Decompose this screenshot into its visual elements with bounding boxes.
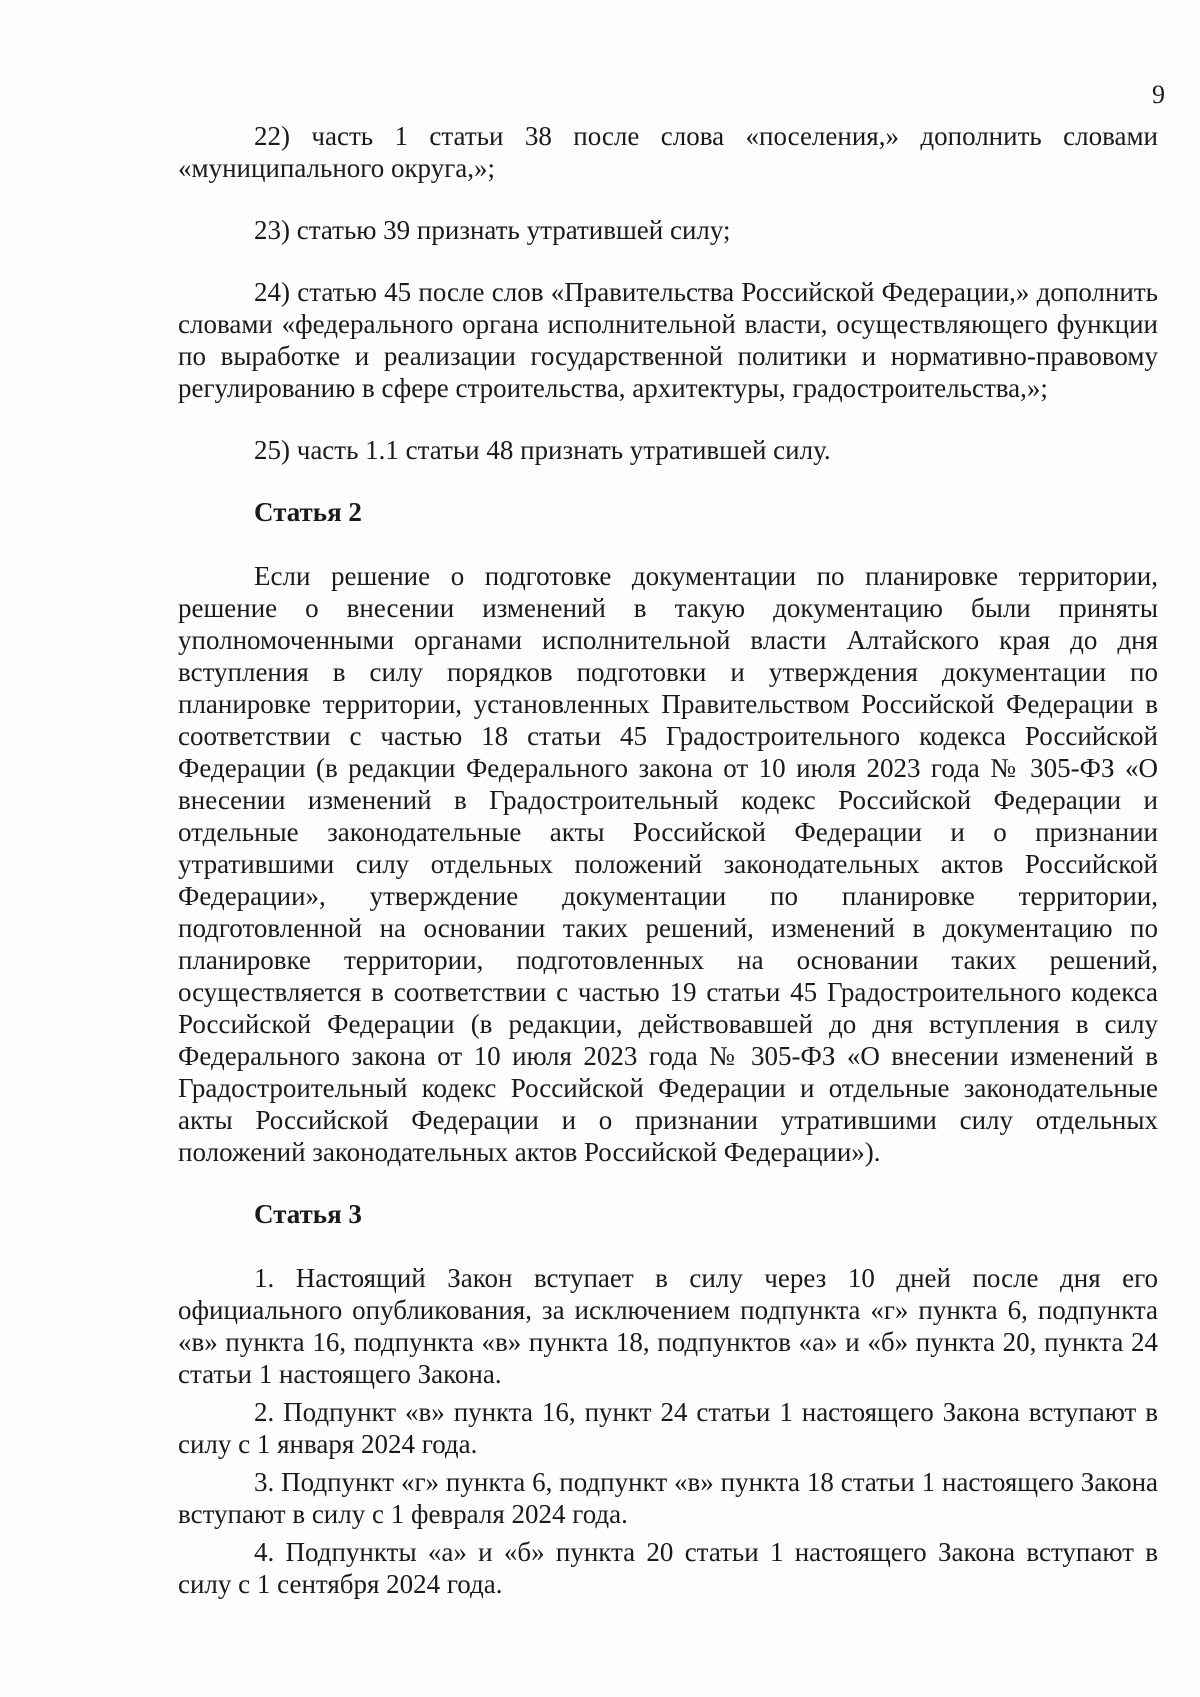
page-number: 9 xyxy=(1152,80,1165,109)
article-2-text: Если решение о подготовке документации по планировке территории, решение о внесении изменений в такую документацию были приняты уполномоченными органами исполнительной власти Алтайского края до дня вступления в силу порядков подготовки и утверждения документации по планировке территории, установленных Правительством Российской Федерации в соответствии с частью 18 статьи 45 Градостроительного кодекса Российской Федерации (в редакции Федерального закона от 10 июля 2023 года № 305-ФЗ «О внесении изменений в Градостроительный кодекс Российской Федерации и отдельные законодательные акты Российской Федерации и о признании утратившими силу отдельных положений законодательных актов Российской Федерации», утверждение документации по планировке территории, подготовленной на основании таких решений, изменений в документацию по планировке территории, подготовленных на основании таких решений, осуществляется в соответствии с частью 19 статьи 45 Градостроительного кодекса Российской Федерации (в редакции, действовавшей до дня вступления в силу Федерального закона от 10 июля 2023 года № 305-ФЗ «О внесении изменений в Градостроительный кодекс Российской Федерации и отдельные законодательные акты Российской Федерации и о признании утратившими силу отдельных положений законодательных актов Российской Федерации»). xyxy=(178,561,1158,1167)
article-3-point-3: 3. Подпункт «г» пункта 6, подпункт «в» пункта 18 статьи 1 настоящего Закона вступают в силу с 1 февраля 2024 года. xyxy=(178,1467,1158,1529)
document-body xyxy=(178,120,1158,1606)
article-3-point-4: 4. Подпункты «а» и «б» пункта 20 статьи 1 настоящего Закона вступают в силу с 1 сентября 2024 года. xyxy=(178,1537,1158,1599)
list-item-25: 25) часть 1.1 статьи 48 признать утратившей силу. xyxy=(254,435,831,465)
list-item-22: 22) часть 1 статьи 38 после слова «поселения,» дополнить словами «муниципального округа,»; xyxy=(178,121,1158,183)
article-2-heading: Статья 2 xyxy=(254,497,362,527)
article-3-point-2: 2. Подпункт «в» пункта 16, пункт 24 статьи 1 настоящего Закона вступают в силу с 1 января 2024 года. xyxy=(178,1397,1158,1459)
article-3-heading: Статья 3 xyxy=(254,1199,362,1229)
list-item-24: 24) статью 45 после слов «Правительства Российской Федерации,» дополнить словами «федерального органа исполнительной власти, осуществляющего функции по выработке и реализации государственной политики и нормативно-правовому регулированию в сфере строительства, архитектуры, градостроительства,»; xyxy=(178,277,1158,403)
list-item-23: 23) статью 39 признать утратившей силу; xyxy=(254,215,731,245)
article-3-point-1: 1. Настоящий Закон вступает в силу через 10 дней после дня его официального опубликования, за исключением подпункта «г» пункта 6, подпункта «в» пункта 16, подпункта «в» пункта 18, подпунктов «а» и «б» пункта 20, пункта 24 статьи 1 настоящего Закона. xyxy=(178,1263,1158,1389)
